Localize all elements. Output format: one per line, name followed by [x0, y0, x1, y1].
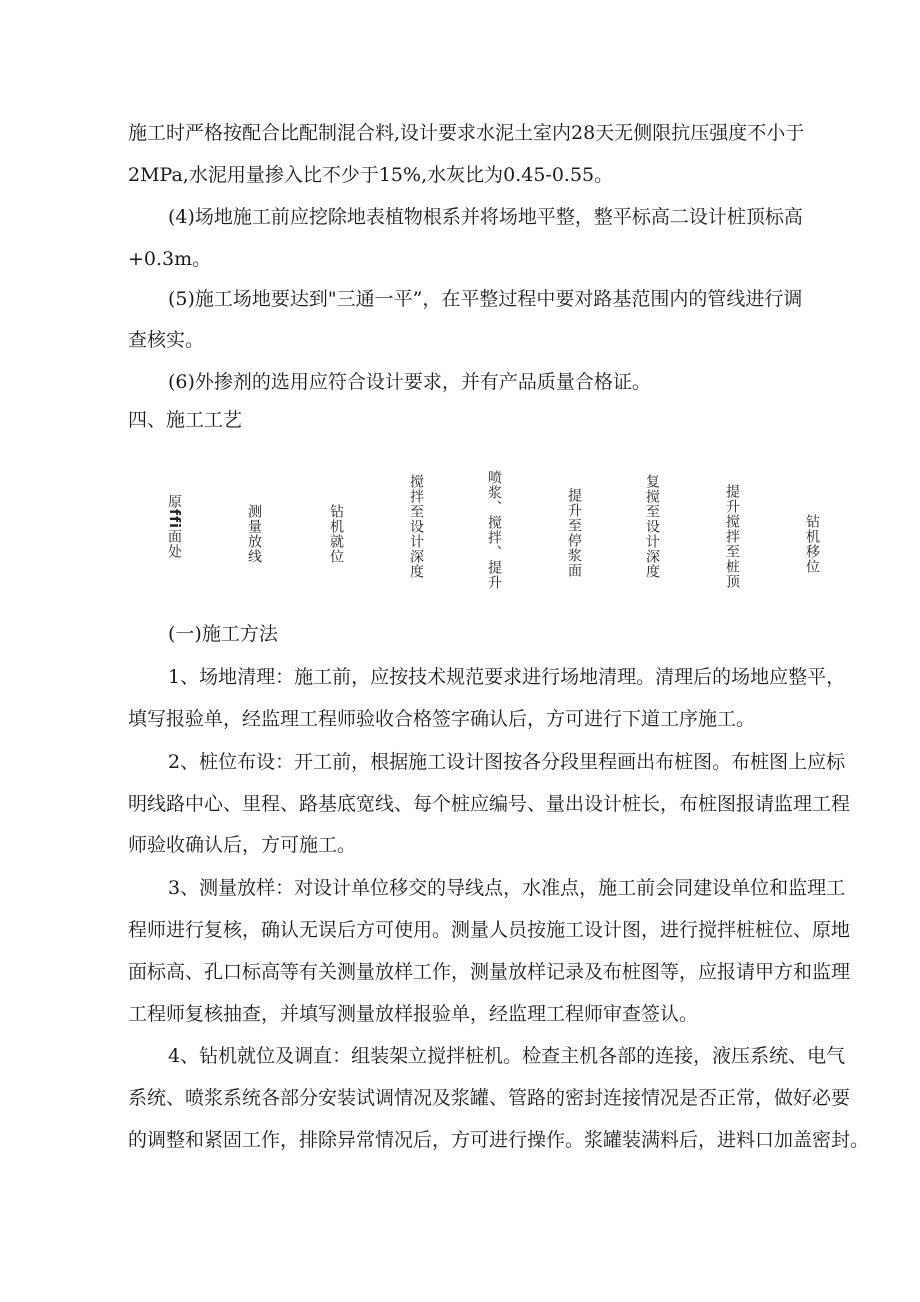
- flow-step-original-ground: [166, 494, 182, 559]
- paragraph-line: 1、场地清理：施工前，应按技术规范要求进行场地清理。清理后的场地应整平，: [168, 666, 846, 688]
- flow-step-text: ffi: [166, 509, 182, 529]
- flow-step-lift-mix-to-top: 提升搅拌至桩顶: [724, 484, 740, 589]
- paragraph-line: 3、测量放样：对设计单位移交的导线点，水准点，施工前会同建设单位和监理工: [168, 877, 846, 899]
- paragraph-line: (5)施工场地要达到"三通一平”，在平整过程中要对路基范围内的管线进行调: [168, 288, 803, 310]
- paragraph-line: 2MPa,水泥用量掺入比不少于15%,水灰比为0.45-0.55。: [128, 164, 614, 186]
- paragraph-line: 师验收确认后，方可施工。: [128, 834, 357, 856]
- flow-step-lift-to-stop: 提升至停浆面: [566, 488, 582, 578]
- paragraph-line: (6)外掺剂的选用应符合设计要求，并有产品质量合格证。: [168, 371, 651, 393]
- paragraph-line: 4、钻机就位及调直：组装架立搅拌桩机。检查主机各部的连接，液压系统、电气: [168, 1045, 846, 1067]
- paragraph-line: 施工时严格按配合比配制混合料,设计要求水泥土室内28天无侧限抗压强度不小于: [128, 122, 805, 144]
- paragraph-line: 填写报验单，经监理工程师验收合格签字确认后，方可进行下道工序施工。: [128, 708, 756, 730]
- subsection-heading: (一)施工方法: [168, 623, 278, 645]
- flow-step-spray-mix-lift: 喷浆、搅拌、提升: [486, 470, 502, 590]
- paragraph-line: 程师进行复核，确认无误后方可使用。测量人员按施工设计图，进行搅拌桩桩位、原地: [128, 919, 851, 941]
- paragraph-line: 工程师复核抽查，并填写测量放样报验单，经监理工程师审查签认。: [128, 1003, 699, 1025]
- flow-step-mix-to-depth: 搅拌至设计深度: [408, 474, 424, 579]
- flow-step-rig-position: 钻机就位: [328, 504, 344, 564]
- paragraph-line: 查核实。: [128, 329, 205, 351]
- paragraph-line: +0.3m。: [128, 248, 212, 270]
- flow-step-remix-to-depth: 复搅至设计深度: [644, 474, 660, 579]
- paragraph-line: 2、桩位布设：开工前，根据施工设计图按各分段里程画出布桩图。布桩图上应标: [168, 751, 846, 773]
- paragraph-line: 系统、喷浆系统各部分安装试调情况及浆罐、管路的密封连接情况是否正常，做好必要: [128, 1087, 851, 1109]
- section-heading: 四、施工工艺: [128, 409, 243, 431]
- paragraph-line: (4)场地施工前应挖除地表植物根系并将场地平整，整平标高二设计桩顶标高: [168, 206, 803, 228]
- process-flow: [150, 470, 870, 610]
- paragraph-line: 面标高、孔口标高等有关测量放样工作，测量放样记录及布桩图等，应报请甲方和监理: [128, 961, 851, 983]
- paragraph-line: 的调整和紧固工作，排除异常情况后，方可进行操作。浆罐装满料后，进料口加盖密封。: [128, 1129, 870, 1151]
- flow-step-survey: 测量放线: [246, 504, 262, 564]
- flow-step-rig-move: 钻机移位: [804, 514, 820, 574]
- paragraph-line: 明线路中心、里程、路基底宽线、每个桩应编号、量出设计桩长，布桩图报请监理工程: [128, 793, 851, 815]
- flow-step-text: 面处: [166, 528, 182, 559]
- flow-step-text: 原: [166, 494, 182, 509]
